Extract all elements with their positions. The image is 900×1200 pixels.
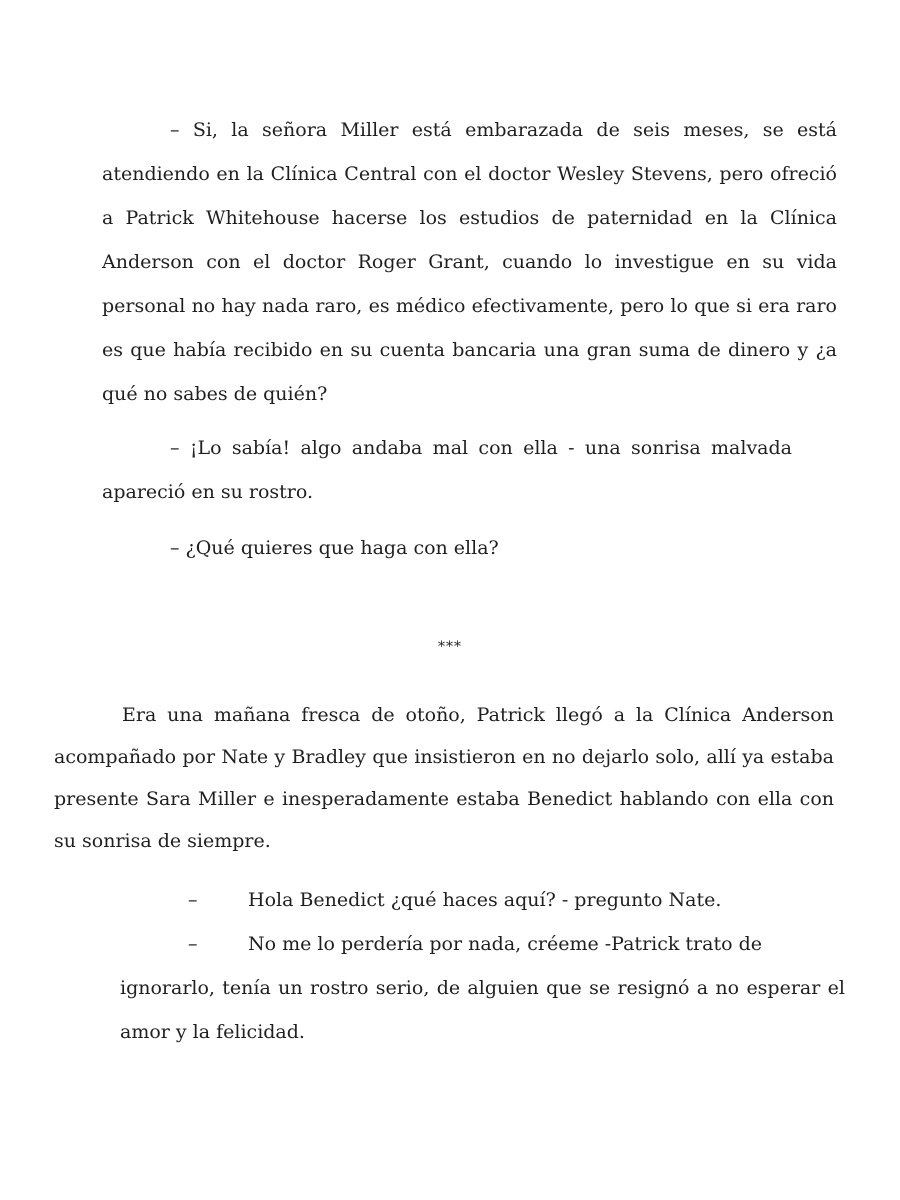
dialogue-text-1: Hola Benedict ¿qué haces aquí? - pregunto Nate. [248,889,722,911]
dialogue-text-2-continuation: ignorarlo, tenía un rostro serio, de alguien que se resignó a no esperar el amor y la felicidad. [120,977,845,1043]
narrative-paragraph: Era una mañana fresca de otoño, Patrick llegó a la Clínica Anderson acompañado por Nate y Bradley que insistieron en no dejarlo solo, allí ya estaba presente Sara Miller e inesperadamente estaba Benedict hablando con ella con su sonrisa de siempre. [54,704,834,852]
dialogue-dash-1: – [188,889,198,911]
dialogue-paragraph-2: – ¡Lo sabía! algo andaba mal con ella - una sonrisa malvada apareció en su rostro. [102,437,792,503]
dialogue-line-2 [120,922,845,966]
dialogue-paragraph-1: – Si, la señora Miller está embarazada de seis meses, se está atendiendo en la Clínica Central con el doctor Wesley Stevens, pero ofreció a Patrick Whitehouse hacerse los estudios de paternidad en la Clínica Anderson con el doctor Roger Grant, cuando lo investigue en su vida personal no hay nada raro, es médico efectivamente, pero lo que si era raro es que había recibido en su cuenta bancaria una gran suma de dinero y ¿a qué no sabes de quién? [102,119,837,405]
dialogue-line-1 [120,878,840,922]
dialogue-dash-2: – [188,933,198,955]
dialogue-text-2-first: No me lo perdería por nada, créeme -Patrick trato de [248,933,762,955]
dialogue-paragraph-3: – ¿Qué quieres que haga con ella? [170,537,499,559]
scene-separator: *** [438,639,462,655]
